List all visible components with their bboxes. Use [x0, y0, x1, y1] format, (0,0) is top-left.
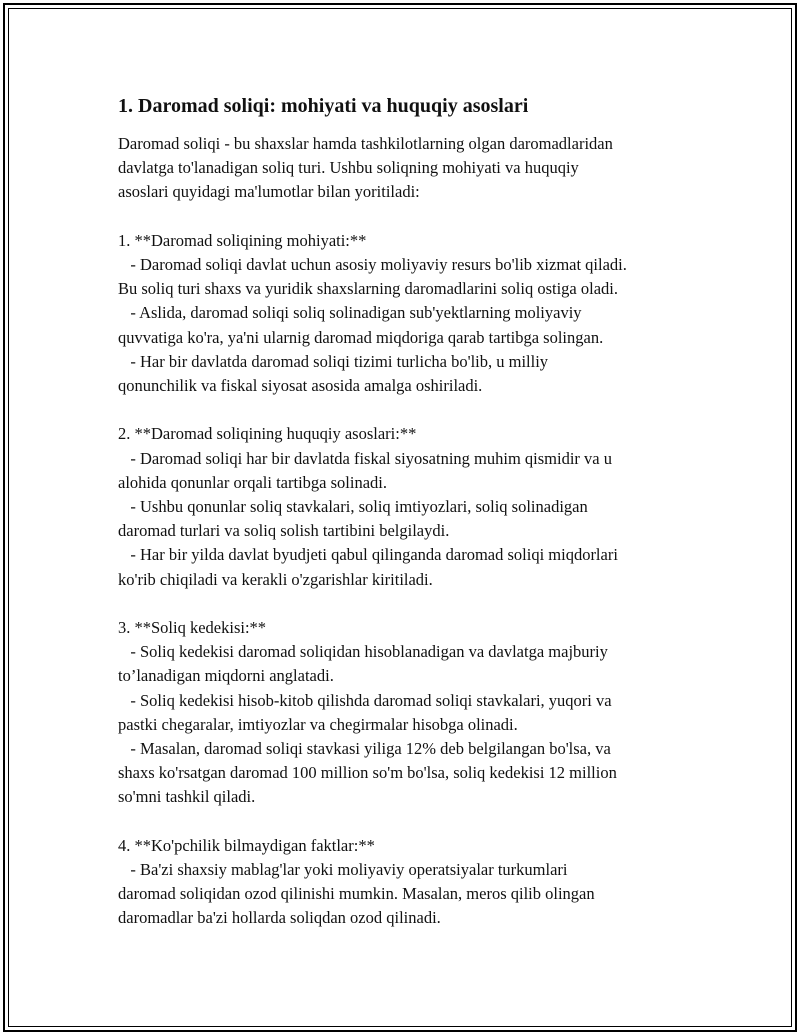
- spacer: [118, 205, 708, 229]
- intro-line: davlatga to'lanadigan soliq turi. Ushbu soliqning mohiyati va huquqiy: [118, 158, 579, 178]
- intro-paragraph: [118, 132, 708, 205]
- section-line: ko'rib chiqiladi va kerakli o'zgarishlar kiritiladi.: [118, 569, 433, 589]
- section-line: - Har bir yilda davlat byudjeti qabul qilinganda daromad soliqi miqdorlari: [118, 545, 618, 565]
- section-line: so'mni tashkil qiladi.: [118, 787, 256, 807]
- section-line: - Masalan, daromad soliqi stavkasi yiliga 12% deb belgilangan bo'lsa, va: [118, 739, 611, 759]
- section-line: - Soliq kedekisi hisob-kitob qilishda daromad soliqi stavkalari, yuqori va: [118, 690, 612, 710]
- section-faktlar: [118, 834, 708, 931]
- section-line: shaxs ko'rsatgan daromad 100 million so'm bo'lsa, soliq kedekisi 12 million: [118, 763, 617, 783]
- document-body: [118, 92, 708, 931]
- section-soliq-kedekisi: [118, 616, 708, 810]
- section-heading: 3. **Soliq kedekisi:**: [118, 618, 267, 638]
- section-line: - Aslida, daromad soliqi soliq solinadigan sub'yektlarning moliyaviy: [118, 303, 582, 323]
- section-line: Bu soliq turi shaxs va yuridik shaxslarning daromadlarini soliq ostiga oladi.: [118, 279, 618, 299]
- document-title: 1. Daromad soliqi: mohiyati va huquqiy asoslari: [118, 95, 529, 117]
- spacer: [118, 592, 708, 616]
- section-line: daromadlar ba'zi hollarda soliqdan ozod qilinadi.: [118, 908, 441, 928]
- section-line: - Daromad soliqi davlat uchun asosiy moliyaviy resurs bo'lib xizmat qiladi.: [118, 255, 627, 274]
- section-line: pastki chegaralar, imtiyozlar va chegirmalar hisobga olinadi.: [118, 714, 518, 734]
- section-huquqiy-asoslari: [118, 422, 708, 591]
- section-line: daromad turlari va soliq solish tartibini belgilaydi.: [118, 521, 450, 541]
- section-line: - Daromad soliqi har bir davlatda fiskal siyosatning muhim qismidir va u: [118, 448, 613, 468]
- section-line: to’lanadigan miqdorni anglatadi.: [118, 666, 334, 686]
- section-heading: 2. **Daromad soliqining huquqiy asoslari:**: [118, 424, 417, 444]
- spacer: [118, 810, 708, 834]
- section-heading: 4. **Ko'pchilik bilmaydigan faktlar:**: [118, 835, 375, 855]
- section-line: - Har bir davlatda daromad soliqi tizimi turlicha bo'lib, u milliy: [118, 351, 549, 371]
- spacer: [118, 398, 708, 422]
- section-line: qonunchilik va fiskal siyosat asosida amalga oshiriladi.: [118, 376, 483, 396]
- section-line: - Ushbu qonunlar soliq stavkalari, soliq imtiyozlari, soliq solinadigan: [118, 497, 588, 517]
- section-line: - Soliq kedekisi daromad soliqidan hisoblanadigan va davlatga majburiy: [118, 642, 608, 662]
- section-line: daromad soliqidan ozod qilinishi mumkin. Masalan, meros qilib olingan: [118, 884, 595, 904]
- section-heading: 1. **Daromad soliqining mohiyati:**: [118, 230, 367, 250]
- section-line: quvvatiga ko'ra, ya'ni ularnig daromad miqdoriga qarab tartibga solingan.: [118, 327, 604, 347]
- intro-line: Daromad soliqi - bu shaxslar hamda tashkilotlarning olgan daromadlaridan: [118, 134, 613, 153]
- section-mohiyati: [118, 229, 708, 398]
- section-line: alohida qonunlar orqali tartibga solinadi.: [118, 472, 387, 492]
- section-line: - Ba'zi shaxsiy mablag'lar yoki moliyaviy operatsiyalar turkumlari: [118, 860, 568, 880]
- intro-line: asoslari quyidagi ma'lumotlar bilan yoritiladi:: [118, 182, 420, 202]
